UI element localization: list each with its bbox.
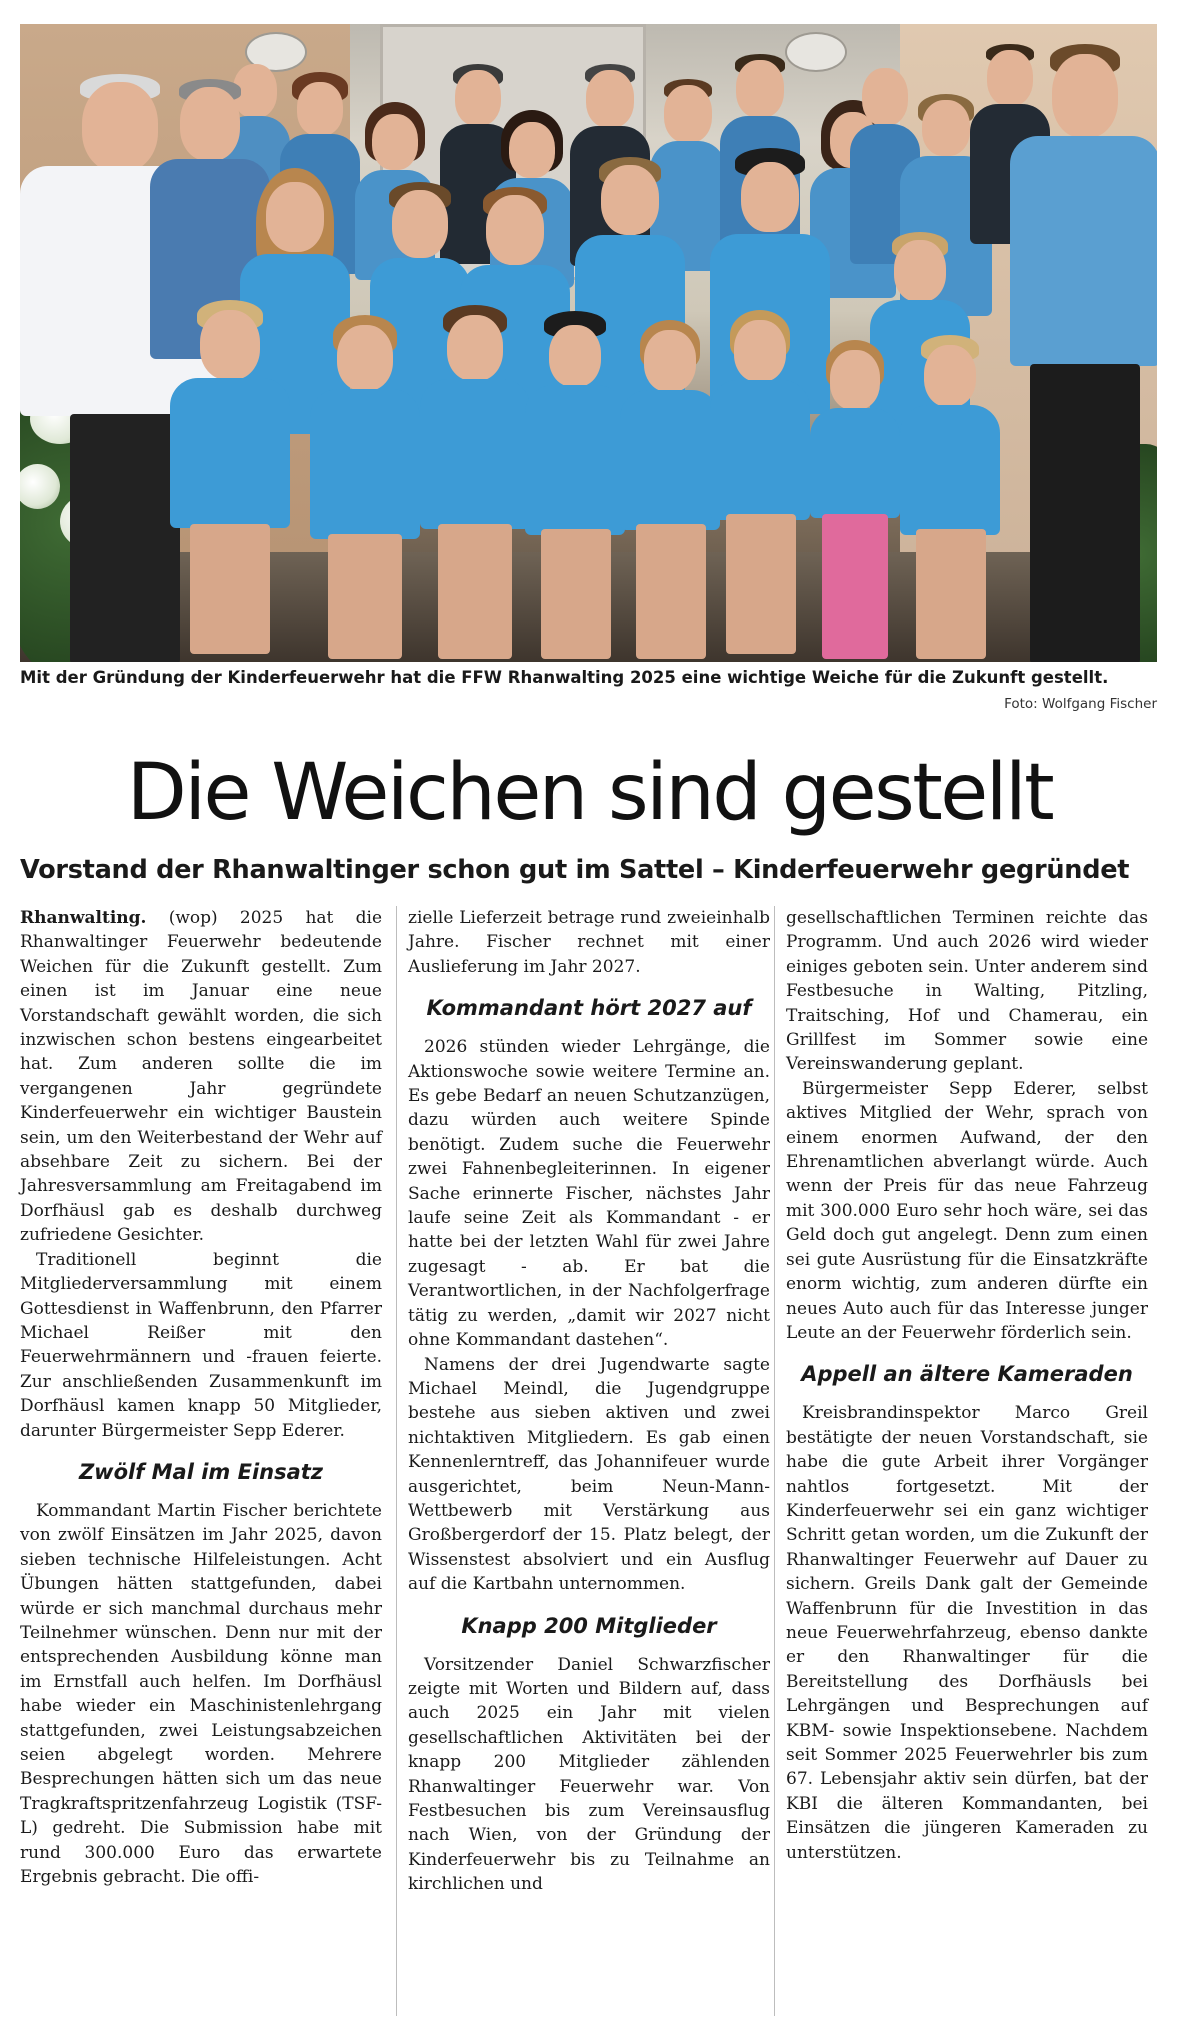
dateline: Rhanwalting. — [20, 908, 147, 928]
person — [810, 344, 900, 659]
person — [620, 324, 720, 659]
article-paragraph: Namens der drei Jugendwarte sagte Michael Meindl, die Jugendgruppe bestehe aus sieben aktiven und zwei nichtaktiven Mitgliedern. Es gab einen Kennenlerntreff, das Johannifeuer wurde ausgerichtet, beim Neun-Mann-Wettbewerb mit Verstärkung aus Großbergerdorf der 15. Platz belegt, der Wissenstest absolviert und ein Ausflug auf die Kartbahn unternommen. — [408, 1354, 770, 1595]
article-paragraph: Kreisbrandinspektor Marco Greil bestätigte der neuen Vorstandschaft, sie habe die gute Arbeit ihrer Vorgänger nahtlos fortgesetzt. Mit der Kinderfeuerwehr sei ein ganz wichtiger Schritt getan worden, um die Zukunft der Rhanwaltinger Feuerwehr auf Dauer zu sichern. Greils Dank galt der Gemeinde Waffenbrunn für die Investition in das neue Feuerwehrfahrzeug, ebenso dankte er den Rhanwaltinger für die Bereitstellung des Dorfhäusls bei Lehrgängen und Besprechungen auf KBM- sowie Inspektionsebene. Nachdem seit Sommer 2025 Feuerwehrler bis zum 67. Lebensjahr aktiv sein dürfen, bat der KBI die älteren Kommandanten, bei Einsätzen die jüngeren Kameraden zu unterstützen. — [786, 1403, 1148, 1863]
person — [170, 304, 290, 654]
article-column-2 — [408, 906, 770, 1897]
section-heading: Appell an ältere Kameraden — [801, 1362, 1133, 1387]
article-paragraph: Vorsitzender Daniel Schwarzfischer zeigte mit Worten und Bildern auf, dass auch 2025 ein Jahr mit vielen gesellschaftlichen Aktivitäten bei der knapp 200 Mitglieder zählenden Rhanwaltinger Feuerwehr war. Von Festbesuchen bis zum Vereinsausflug nach Wien, von der Gründung der Kinderfeuerwehr bis zu Teilnahme an kirchlichen und — [408, 1654, 770, 1895]
section-heading: Kommandant hört 2027 auf — [426, 996, 752, 1021]
person — [310, 319, 420, 659]
article-paragraph: Kommandant Martin Fischer berichtete von zwölf Einsätzen im Jahr 2025, davon sieben technische Hilfeleistungen. Acht Übungen hätten stattgefunden, dabei würde er sich manchmal durchaus mehr Teilnehmer wünschen. Denn nur mit der entsprechenden Ausbildung könne man im Ernstfall auch helfen. Im Dorfhäusl habe wieder ein Maschinistenlehrgang stattgefunden, zwei Leistungsabzeichen seien abgelegt worden. Mehrere Besprechungen hätten sich um das neue Tragkraftspritzenfahrzeug Logistik (TSF-L) gedreht. Die Submission habe mit rund 300.000 Euro das erwartete Ergebnis gebracht. Die offi- — [20, 1500, 382, 1888]
article-column-3 — [786, 906, 1148, 1865]
person — [710, 314, 810, 654]
headline: Die Weichen sind gestellt — [126, 748, 1053, 838]
person — [1010, 44, 1157, 662]
paragraph-text: (wop) 2025 hat die Rhanwaltinger Feuerwehr bedeutende Weichen für die Zukunft gestellt. Zum einen ist im Januar eine neue Vorstandschaft gewählt worden, die sich inzwischen schon bestens eingearbeitet hat. Zum anderen sollte die im vergangenen Jahr gegründete Kinderfeuerwehr ein wichtiger Baustein sein, um den Weiterbestand der Wehr auf absehbare Zeit zu sichern. Bei der Jahresversammlung am Freitagabend im Dorfhäusl gab es deshalb durchweg zufriedene Gesichter. — [20, 908, 382, 1246]
photo-credit: Foto: Wolfgang Fischer — [1004, 696, 1157, 712]
article-paragraph — [20, 906, 382, 1248]
person — [900, 339, 1000, 659]
column-divider — [396, 906, 397, 2016]
section-heading: Knapp 200 Mitglieder — [461, 1613, 717, 1638]
person — [420, 309, 530, 659]
photo-caption: Mit der Gründung der Kinderfeuerwehr hat die FFW Rhanwalting 2025 eine wichtige Weiche für die Zukunft gestellt. — [20, 668, 1109, 687]
article-column-1 — [20, 906, 382, 1889]
article-paragraph: Bürgermeister Sepp Ederer, selbst aktives Mitglied der Wehr, sprach von einem enormen Aufwand, der den Ehrenamtlichen abverlangt würde. Auch wenn der Preis für das neue Fahrzeug mit 300.000 Euro sehr hoch wäre, sei das Geld doch gut angelegt. Denn zum einen sei gute Ausrüstung für die Einsatzkräfte enorm wichtig, zum anderen dürfte ein neues Auto auch für das Interesse junger Leute an der Feuerwehr förderlich sein. — [786, 1078, 1148, 1343]
group-photo — [20, 24, 1157, 662]
article-paragraph: gesellschaftlichen Terminen reichte das Programm. Und auch 2026 wird wieder einiges geboten sein. Unter anderem sind Festbesuche in Walting, Pitzling, Traitsching, Hof und Chamerau, ein Grillfest im Sommer sowie eine Vereinswanderung geplant. — [786, 908, 1148, 1075]
article-paragraph: Traditionell beginnt die Mitgliederversammlung mit einem Gottesdienst in Waffenbrunn, den Pfarrer Michael Reißer mit den Feuerwehrmännern und -frauen feierte. Zur anschließenden Zusammenkunft im Dorfhäusl kamen knapp 50 Mitglieder, darunter Bürgermeister Sepp Ederer. — [20, 1249, 382, 1441]
subheadline: Vorstand der Rhanwaltinger schon gut im Sattel – Kinderfeuerwehr gegründet — [20, 855, 1130, 885]
section-heading: Zwölf Mal im Einsatz — [78, 1459, 324, 1484]
article-paragraph: 2026 stünden wieder Lehrgänge, die Aktionswoche sowie weitere Termine an. Es gebe Bedarf an neuen Schutzanzügen, dazu würden auch weitere Spinde benötigt. Zudem suche die Feuerwehr zwei Fahnenbegleiterinnen. In eigener Sache erinnerte Fischer, nächstes Jahr laufe seine Zeit als Kommandant - er hatte bei der letzten Wahl für zwei Jahre zugesagt - ab. Er bat die Verantwortlichen, in der Nachfolgerfrage tätig zu werden, „damit wir 2027 nicht ohne Kommandant dastehen“. — [408, 1037, 770, 1351]
column-divider — [774, 906, 775, 2016]
person — [525, 319, 625, 659]
article-paragraph: zielle Lieferzeit betrage rund zweieinhalb Jahre. Fischer rechnet mit einer Auslieferung im Jahr 2027. — [408, 908, 770, 977]
